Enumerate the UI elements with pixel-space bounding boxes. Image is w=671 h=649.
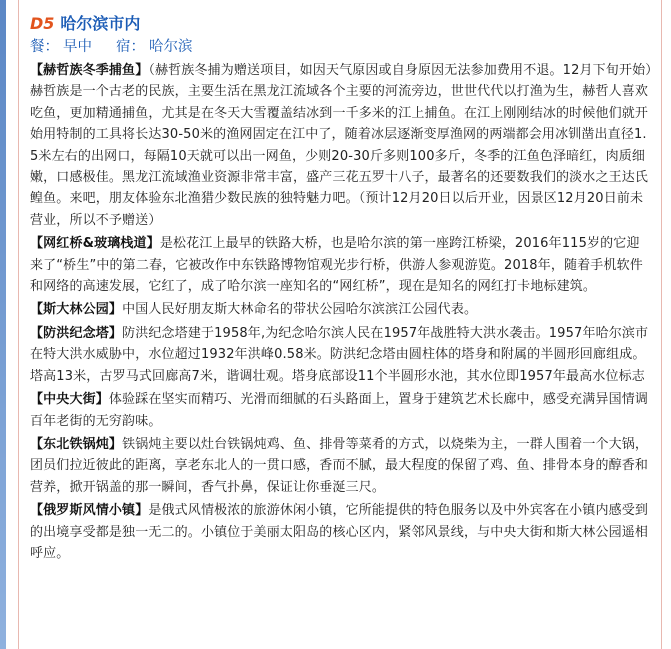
section-flood-tower <box>30 323 652 387</box>
section-heading: 【网红桥&玻璃栈道】 <box>30 236 160 252</box>
section-heading: 【中央大街】 <box>30 392 109 408</box>
section-russian-town <box>30 500 652 564</box>
section-body: 是松花江上最早的铁路大桥，也是哈尔滨的第一座跨江桥梁，2016年115岁的它迎来了“桥生”中的第二春，它被改作中东铁路博物馆观光步行桥，供游人参观游览。2018年，随着手机软件和网络的高速发展，它红了，成了哈尔滨一座知名的“网红桥”，现在是知名的网红打卡地标建筑。 <box>30 236 643 295</box>
day-header <box>30 12 652 36</box>
section-heading: 【防洪纪念塔】 <box>30 325 123 341</box>
section-heading: 【东北铁锅炖】 <box>30 436 123 452</box>
section-body: 中国人民好朋友斯大林命名的带状公园哈尔滨滨江公园代表。 <box>122 302 478 318</box>
section-wanghong-bridge <box>30 233 652 297</box>
meal-label: 餐： <box>30 39 59 55</box>
stay-label: 宿： <box>116 39 145 55</box>
day-title: 哈尔滨市内 <box>60 14 141 33</box>
section-body: 铁锅炖主要以灶台铁锅炖鸡、鱼、排骨等菜肴的方式，以烧柴为主，一群人围着一个大锅，团员们拉近彼此的距离，享老东北人的一贯口感，香而不腻，最大程度的保留了鸡、鱼、排骨本身的醇香和营养，掀开锅盖的那一瞬间，香气扑鼻，保证让你垂涎三尺。 <box>30 436 649 495</box>
meal-value: 早中 <box>63 39 92 55</box>
section-body: 防洪纪念塔建于1958年,为纪念哈尔滨人民在1957年战胜特大洪水袭击。1957年哈尔滨市在特大洪水威胁中，水位超过1932年洪峰0.58米。防洪纪念塔由圆柱体的塔身和附属的半圆形回廊组成。塔高13米，古罗马式回廊高7米，谐调壮观。塔身底部设11个半圆形水池，其水位即1957年最高水位标志 <box>30 325 649 384</box>
section-heading: 【赫哲族冬季捕鱼】 <box>30 63 149 78</box>
section-heading: 【斯大林公园】 <box>30 302 123 318</box>
itinerary-day <box>30 12 652 566</box>
section-heading: 【俄罗斯风情小镇】 <box>30 503 149 519</box>
stay-value: 哈尔滨 <box>149 39 193 55</box>
section-body: （赫哲族冬捕为赠送项目，如因天气原因或自身原因无法参加费用不退。12月下旬开始）赫哲族是一个古老的民族，主要生活在黑龙江流域各个主要的河流旁边，世世代代以打渔为生，赫哲人喜欢吃鱼，更加精通捕鱼，尤其是在冬天大雪覆盖结冰到一千多米的江上捕鱼。在江上刚刚结冰的时候他们就开始用特制的工具将长达30-50米的渔网固定在江中了，随着冰层逐渐变厚渔网的两端都会用冰钏凿出直径1.5米左右的出网口，每隔10天就可以出一网鱼，少则20-30斤多则100多斤，冬季的江鱼色泽暗红，肉质细嫩，口感极佳。黑龙江流域渔业资源非常丰富，盛产三花五罗十八子，最著名的还要数我们的淡水之王达氏鳇鱼。来吧，朋友体验东北渔猎少数民族的独特魅力吧。（预计12月20日以后开业，因景区12月20日前未营业，所以不予赠送） <box>30 63 652 228</box>
section-body: 体验踩在坚实而精巧、光滑而细腻的石头路面上，置身于建筑艺术长廊中，感受充满异国情调百年老街的无穷韵味。 <box>30 392 649 429</box>
left-edge-strip <box>0 0 6 649</box>
section-body: 是俄式风情极浓的旅游休闲小镇，它所能提供的特色服务以及中外宾客在小镇内感受到的出境享受都是独一无二的。小镇位于美丽太阳岛的核心区内，紧邻风景线，与中央大街和斯大林公园遥相呼应。 <box>30 503 649 561</box>
section-central-street <box>30 389 652 432</box>
section-iron-pot-stew <box>30 434 652 498</box>
meal-stay-line <box>30 36 652 58</box>
day-code: D5 <box>30 14 55 33</box>
section-hezhe-fishing <box>30 60 652 231</box>
section-stalin-park <box>30 299 652 320</box>
